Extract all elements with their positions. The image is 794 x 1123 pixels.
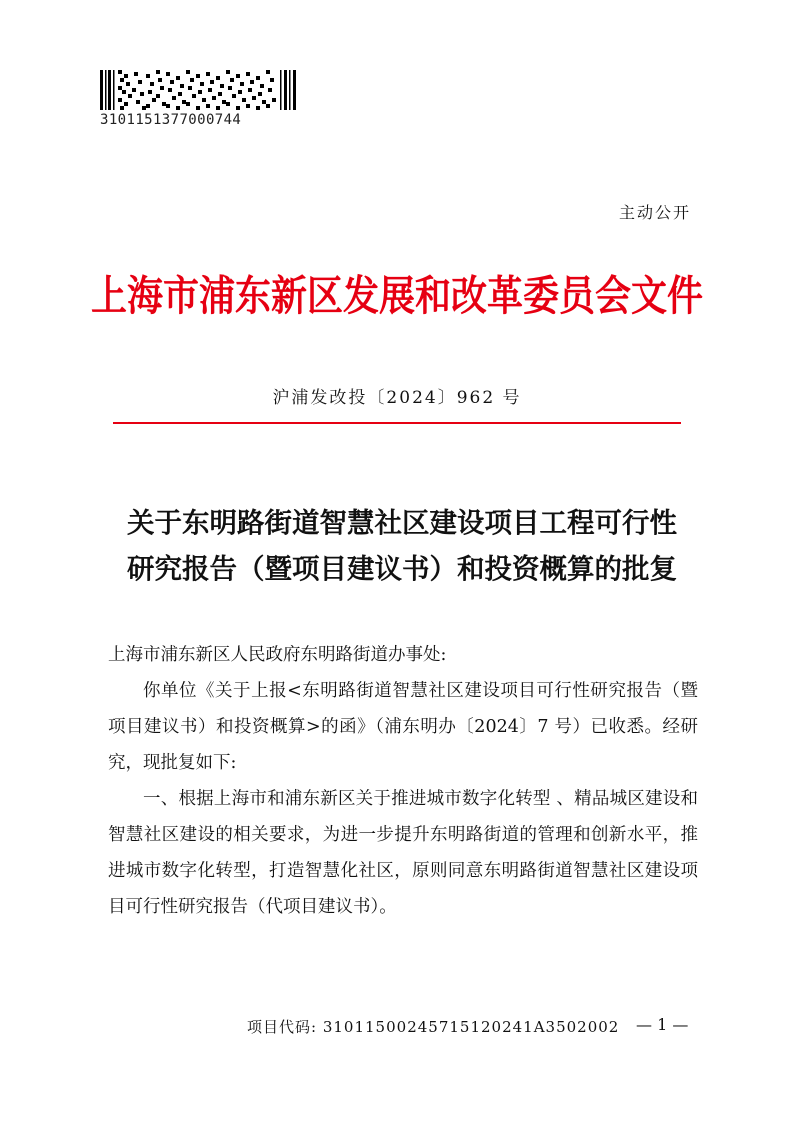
barcode-number: 3101151377000744: [100, 112, 242, 128]
project-code-footer: [247, 1016, 619, 1037]
page-number: — 1 —: [636, 1015, 689, 1034]
document-number: 沪浦发改投〔2024〕962 号: [272, 388, 522, 408]
issuing-org-header: 上海市浦东新区发展和改革委员会文件: [90, 272, 703, 321]
title-line-1: 关于东明路街道智慧社区建设项目工程可行性: [127, 507, 677, 539]
disclosure-label: 主动公开: [618, 203, 691, 222]
barcode-image: [100, 70, 296, 110]
project-code-value: 31011500245715120241A3502002: [322, 1018, 620, 1036]
title-line-2: 研究报告（暨项目建议书）和投资概算的批复: [127, 553, 677, 585]
body-paragraph: 你单位《关于上报<东明路街道智慧社区建设项目可行性研究报告（暨项目建议书）和投资概算>的函》（浦东明办〔2024〕7 号）已收悉。经研究，现批复如下:: [108, 681, 698, 773]
barcode-block: [100, 70, 300, 128]
recipient-line: 上海市浦东新区人民政府东明路街道办事处:: [108, 645, 447, 665]
document-body: [108, 637, 698, 925]
project-code-label: 项目代码:: [247, 1018, 318, 1036]
body-paragraph: 一、根据上海市和浦东新区关于推进城市数字化转型 、精品城区建设和智慧社区建设的相关要求，为进一步提升东明路街道的管理和创新水平，推进城市数字化转型，打造智慧化社区，原则同意东明路街道智慧社区建设项目可行性研究报告（代项目建议书）。: [108, 789, 698, 917]
red-divider-line: [113, 422, 681, 424]
document-title: [107, 500, 697, 592]
